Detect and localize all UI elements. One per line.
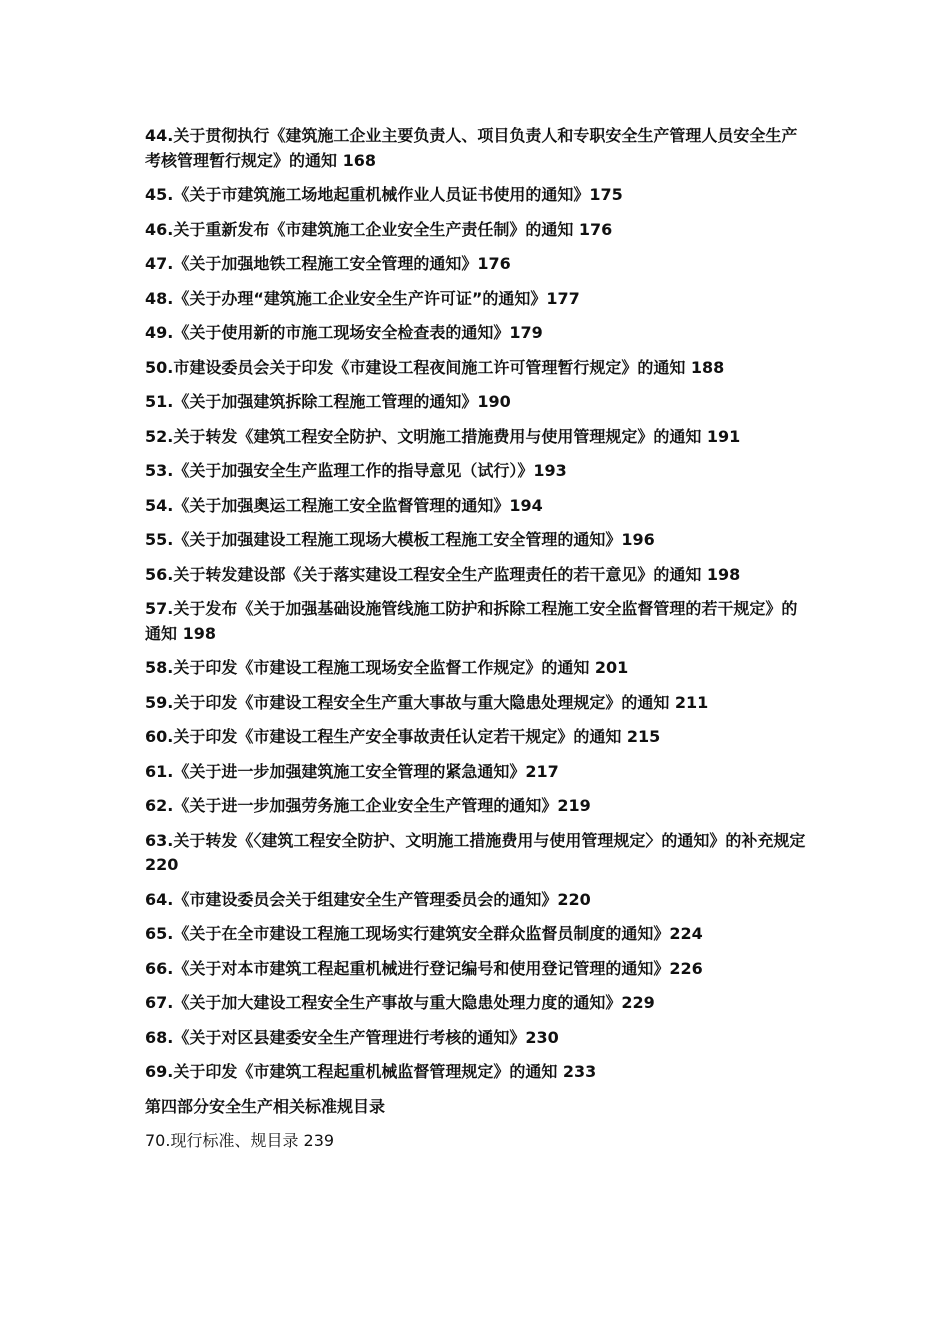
toc-entry-53: 53.《关于加强安全生产监理工作的指导意见（试行）》193: [145, 461, 567, 480]
toc-entry-62: 62.《关于进一步加强劳务施工企业安全生产管理的通知》219: [145, 796, 591, 815]
toc-entry-65: 65.《关于在全市建设工程施工现场实行建筑安全群众监督员制度的通知》224: [145, 924, 703, 943]
toc-entry-51: 51.《关于加强建筑拆除工程施工管理的通知》190: [145, 392, 511, 411]
toc-entry-55: 55.《关于加强建设工程施工现场大模板工程施工安全管理的通知》196: [145, 530, 655, 549]
toc-entry-49: 49.《关于使用新的市施工现场安全检查表的通知》179: [145, 323, 543, 342]
toc-entry-56: 56.关于转发建设部《关于落实建设工程安全生产监理责任的若干意见》的通知 198: [145, 564, 741, 584]
toc-entry-47: 47.《关于加强地铁工程施工安全管理的通知》176: [145, 254, 511, 273]
toc-entry-57: 57.关于发布《关于加强基础设施管线施工防护和拆除工程施工安全监督管理的若干规定》的通知 198: [145, 599, 798, 643]
toc-entry-50: 50.市建设委员会关于印发《市建设工程夜间施工许可管理暂行规定》的通知 188: [145, 357, 725, 377]
toc-entry-70: 70.现行标准、规目录 239: [145, 1131, 335, 1150]
toc-entry-66: 66.《关于对本市建筑工程起重机械进行登记编号和使用登记管理的通知》226: [145, 958, 703, 978]
toc-entry-58: 58.关于印发《市建设工程施工现场安全监督工作规定》的通知 201: [145, 658, 629, 677]
toc-entry-69: 69.关于印发《市建筑工程起重机械监督管理规定》的通知 233: [145, 1062, 597, 1081]
toc-entry-54: 54.《关于加强奥运工程施工安全监督管理的通知》194: [145, 495, 543, 515]
table-of-contents: [145, 124, 810, 1154]
toc-entry-44: 44.关于贯彻执行《建筑施工企业主要负责人、项目负责人和专职安全生产管理人员安全生产考核管理暂行规定》的通知 168: [145, 126, 798, 170]
toc-entry-48: 48.《关于办理“建筑施工企业安全生产许可证”的通知》177: [145, 288, 580, 308]
section-heading: 第四部分安全生产相关标准规目录: [145, 1096, 386, 1116]
toc-entry-67: 67.《关于加大建设工程安全生产事故与重大隐患处理力度的通知》229: [145, 993, 655, 1012]
toc-entry-68: 68.《关于对区县建委安全生产管理进行考核的通知》230: [145, 1027, 559, 1047]
toc-entry-52: 52.关于转发《建筑工程安全防护、文明施工措施费用与使用管理规定》的通知 191: [145, 426, 741, 446]
toc-entry-46: 46.关于重新发布《市建筑施工企业安全生产责任制》的通知 176: [145, 219, 613, 239]
toc-entry-64: 64.《市建设委员会关于组建安全生产管理委员会的通知》220: [145, 889, 591, 909]
toc-entry-45: 45.《关于市建筑施工场地起重机械作业人员证书使用的通知》175: [145, 185, 623, 204]
toc-entry-59: 59.关于印发《市建设工程安全生产重大事故与重大隐患处理规定》的通知 211: [145, 692, 709, 712]
toc-entry-63: 63.关于转发《〈建筑工程安全防护、文明施工措施费用与使用管理规定〉的通知》的补充规定 220: [145, 830, 806, 874]
toc-entry-60: 60.关于印发《市建设工程生产安全事故责任认定若干规定》的通知 215: [145, 727, 661, 746]
toc-entry-61: 61.《关于进一步加强建筑施工安全管理的紧急通知》217: [145, 761, 559, 781]
